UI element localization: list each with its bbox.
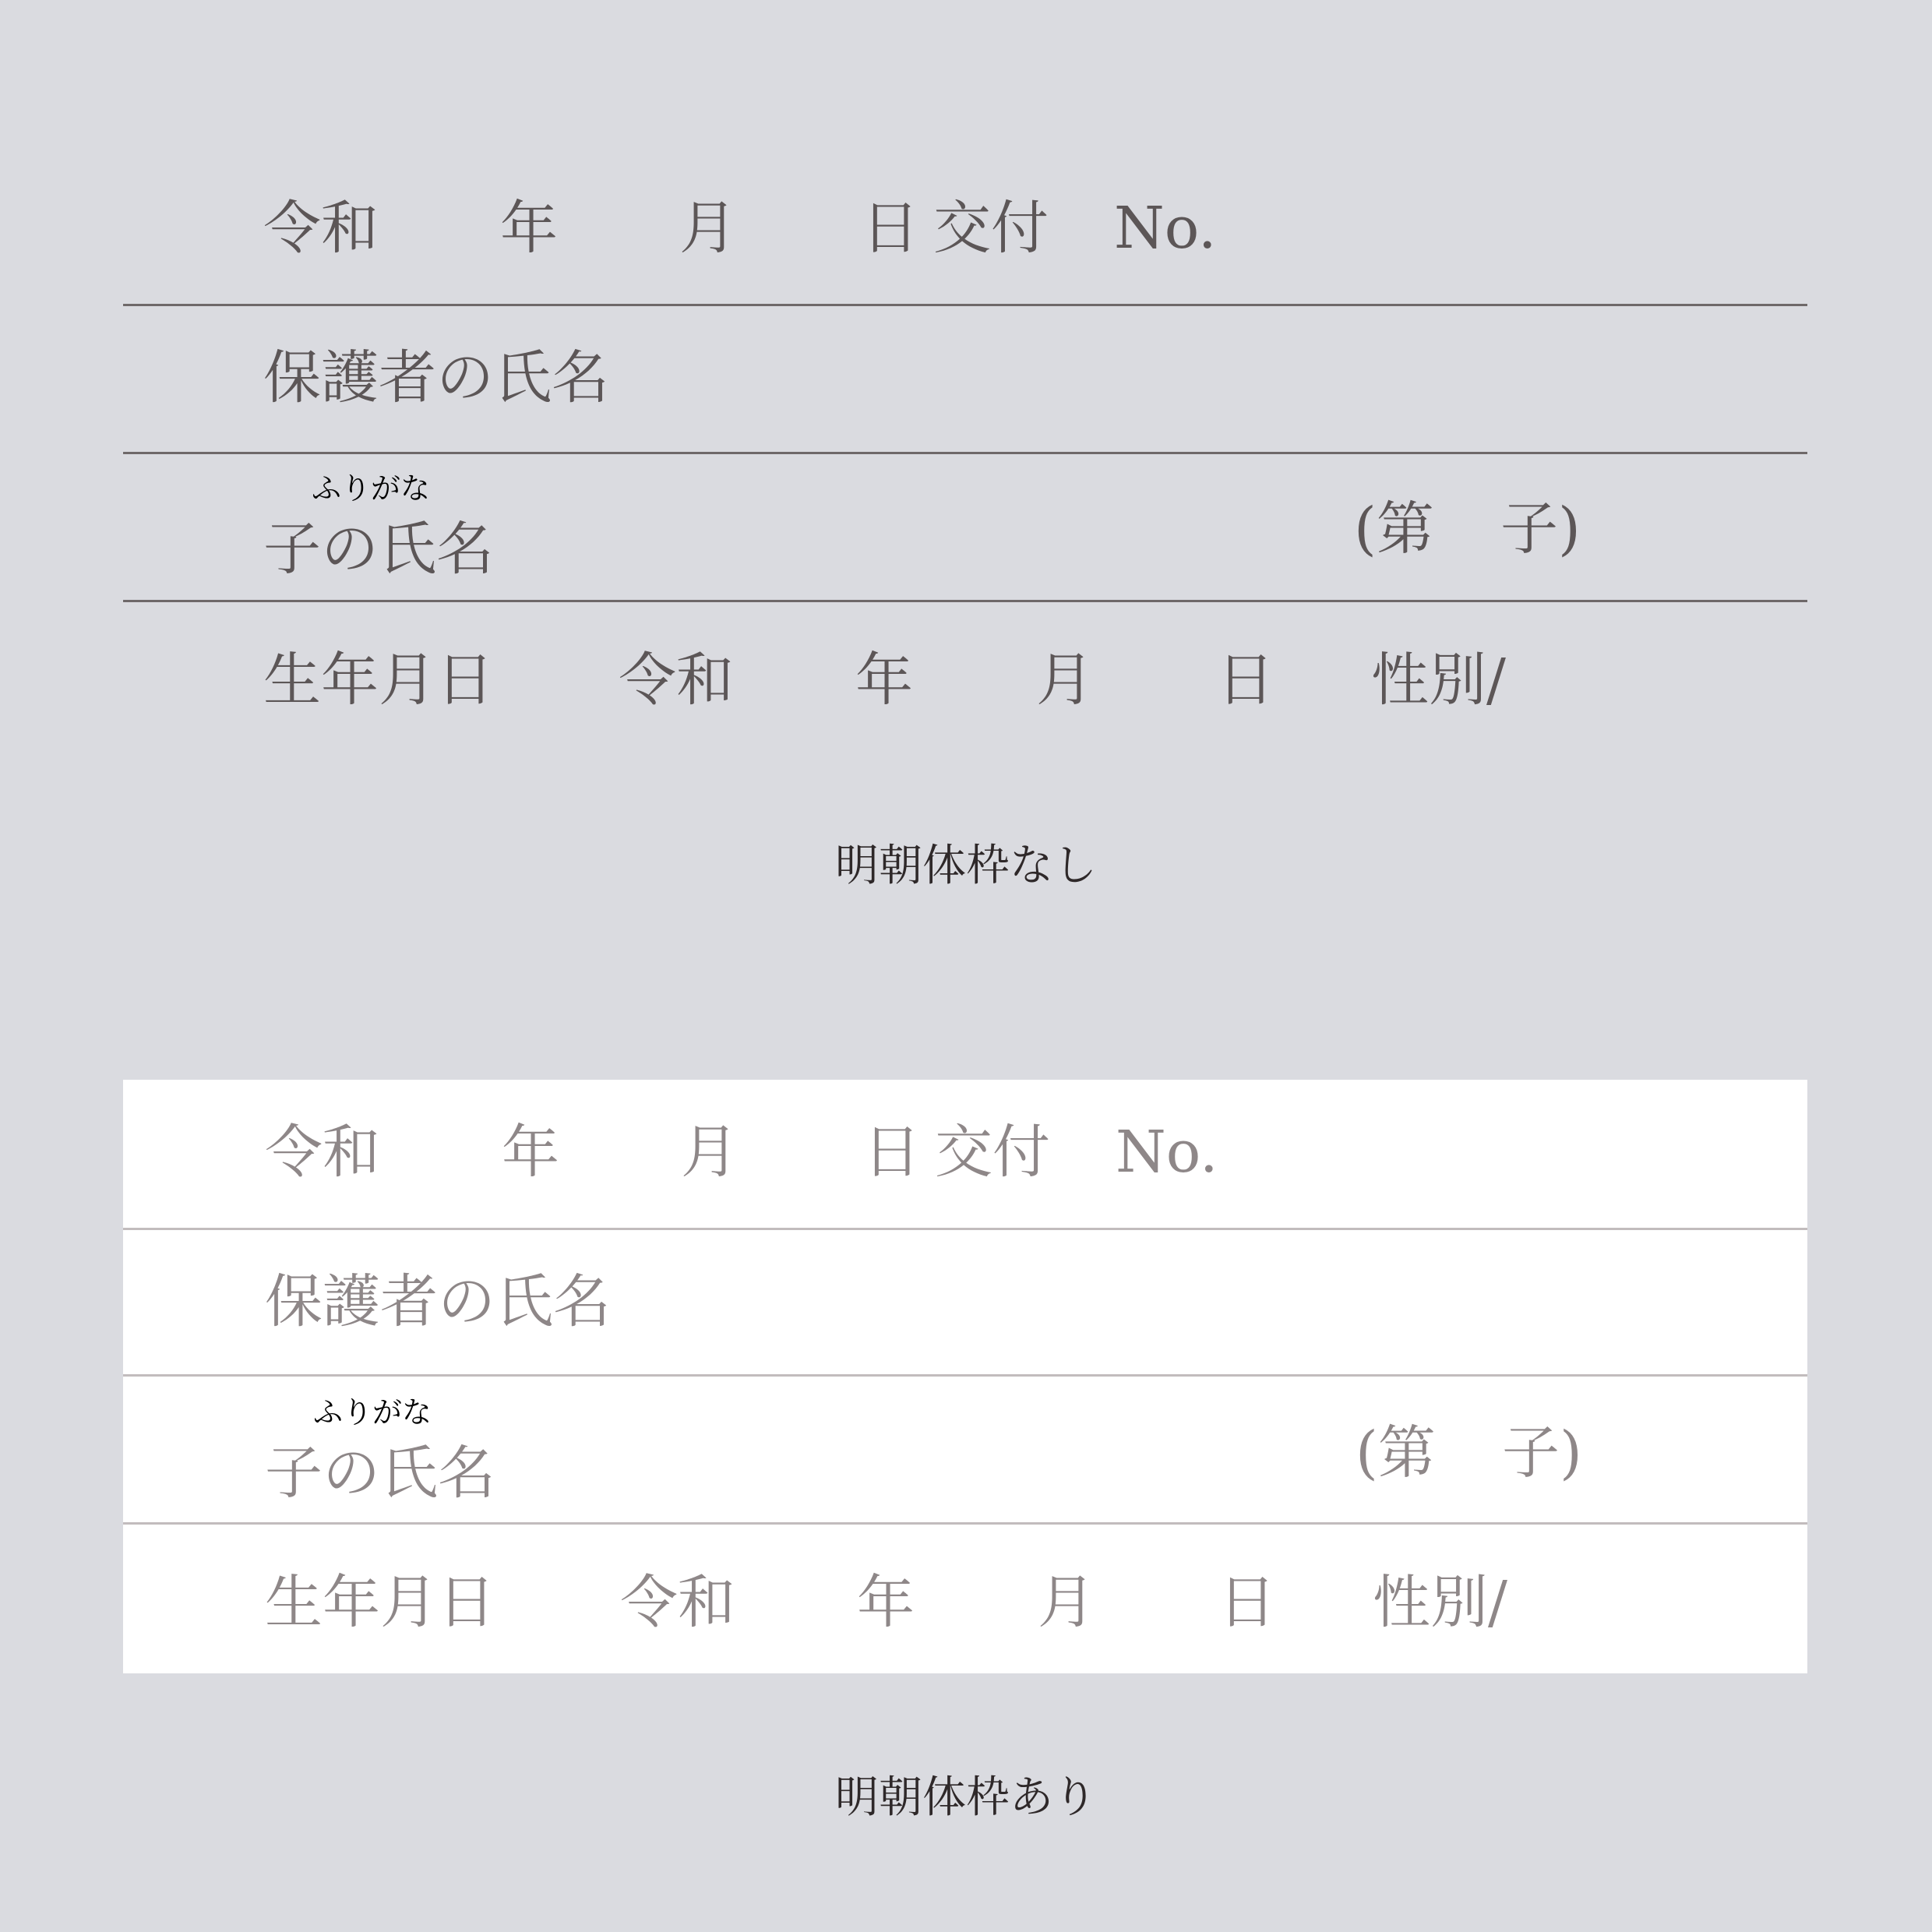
gender-label: 性別/ [1373, 1569, 1507, 1636]
row-divider [123, 1374, 1807, 1377]
birth-era-label: 令和 [619, 647, 734, 714]
row-divider [123, 600, 1807, 602]
birth-month-label: 月 [1036, 647, 1094, 714]
birth-year-label: 年 [857, 1569, 915, 1636]
issue-month-label: 月 [681, 1119, 739, 1186]
issue-day-label: 日 [863, 1119, 921, 1186]
child-order-open: (第 [1356, 1419, 1436, 1486]
form-without-frame [123, 156, 1807, 756]
guardian-name-label: 保護者の氏名 [265, 1268, 611, 1335]
guardian-name-label: 保護者の氏名 [263, 344, 609, 411]
birth-day-label: 日 [1217, 647, 1274, 714]
issued-label: 交付 [933, 195, 1049, 262]
issue-year-label: 年 [500, 195, 558, 262]
issue-year-label: 年 [502, 1119, 559, 1186]
row-divider [123, 1228, 1807, 1230]
birth-date-label: 生年月日 [265, 1569, 495, 1636]
number-label: No. [1116, 1119, 1218, 1186]
birth-day-label: 日 [1218, 1569, 1276, 1636]
issue-month-label: 月 [679, 195, 737, 262]
child-name-label: 子の氏名 [263, 516, 494, 583]
number-label: No. [1114, 195, 1217, 262]
child-order-open: (第 [1354, 495, 1434, 562]
birth-era-label: 令和 [620, 1569, 735, 1636]
issue-era-label: 令和 [263, 195, 379, 262]
furigana-label: ふりがな [313, 1395, 432, 1430]
child-order-close: 子) [1500, 495, 1581, 562]
issued-label: 交付 [935, 1119, 1050, 1186]
issue-era-label: 令和 [265, 1119, 380, 1186]
row-divider [123, 1522, 1807, 1525]
child-order-close: 子) [1502, 1419, 1582, 1486]
gender-label: 性別/ [1371, 647, 1506, 714]
row-divider [123, 452, 1807, 454]
child-name-label: 子の氏名 [265, 1440, 495, 1507]
furigana-label: ふりがな [312, 471, 431, 506]
birth-year-label: 年 [855, 647, 913, 714]
form-with-frame [123, 1080, 1807, 1673]
row-divider [123, 304, 1807, 306]
birth-date-label: 生年月日 [263, 647, 494, 714]
issue-day-label: 日 [862, 195, 919, 262]
birth-month-label: 月 [1038, 1569, 1095, 1636]
caption-without-frame: 明朝体枠なし [835, 841, 1097, 891]
caption-with-frame: 明朝体枠あり [835, 1772, 1097, 1823]
